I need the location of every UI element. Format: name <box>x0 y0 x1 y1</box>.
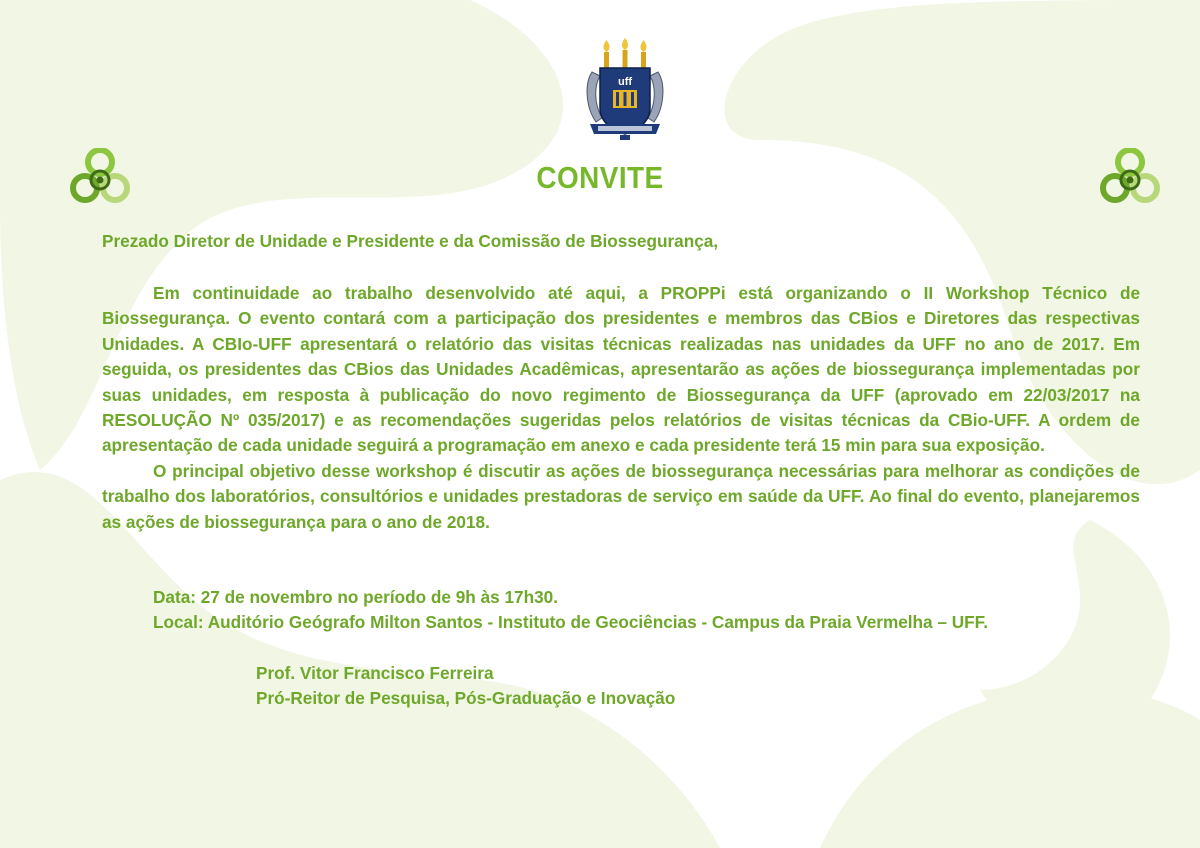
event-date: Data: 27 de novembro no período de 9h às 17h30. <box>153 587 558 607</box>
signature-name: Prof. Vitor Francisco Ferreira <box>256 663 494 683</box>
event-location: Local: Auditório Geógrafo Milton Santos - Instituto de Geociências - Campus da Praia Vermelha – UFF. <box>153 612 989 633</box>
page-title: CONVITE <box>536 160 664 195</box>
university-crest-icon <box>582 38 668 142</box>
signature-block <box>256 661 956 712</box>
letter-paragraph: Em continuidade ao trabalho desenvolvido até aqui, a PROPPi está organizando o II Workshop Técnico de Biossegurança. O evento contará com a participação dos presidentes e membros das CBios e Diretores das respectivas Unidades. A CBIo-UFF apresentará o relatório das visitas técnicas realizadas nas unidades da UFF no ano de 2017. Em seguida, os presidentes das CBios das Unidades Acadêmicas, apresentarão as ações de biossegurança implementadas por suas unidades, em resposta à publicação do novo regimento de Biossegurança da UFF (aprovado em 22/03/2017 na RESOLUÇÃO Nº 035/2017) e as recomendações sugeridas pelos relatórios de visitas técnicas da CBio-UFF. A ordem de apresentação de cada unidade seguirá a programação em anexo e cada presidente terá 15 min para sua exposição. <box>102 283 1140 456</box>
letter-body <box>102 281 1140 535</box>
letter-greeting: Prezado Diretor de Unidade e Presidente e da Comissão de Biossegurança, <box>102 231 719 251</box>
signature-role: Pró-Reitor de Pesquisa, Pós-Graduação e Inovação <box>256 688 676 709</box>
svg-text:uff: uff <box>617 76 633 88</box>
event-details <box>153 585 1153 636</box>
letter-paragraph: O principal objetivo desse workshop é discutir as ações de biossegurança necessárias para melhorar as condições de trabalho dos laboratórios, consultórios e unidades prestadoras de serviço em saúde da UFF. Ao final do evento, planejaremos as ações de biossegurança para o ano de 2018. <box>102 460 1140 532</box>
